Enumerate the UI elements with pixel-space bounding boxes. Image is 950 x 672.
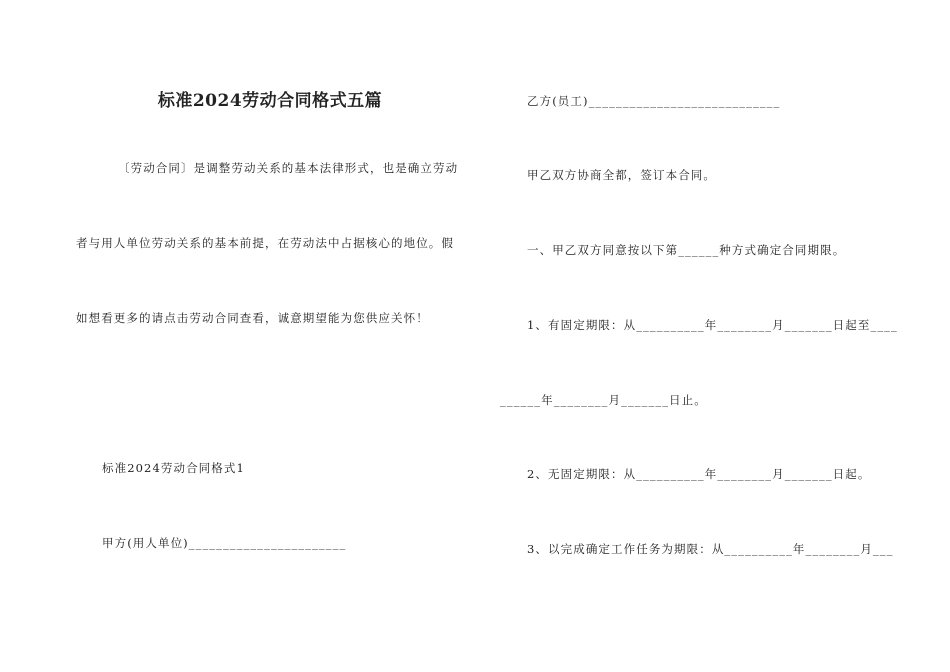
party-b-line: 乙方(员工)____________________________ <box>527 94 781 108</box>
intro-line-1: 〔劳动合同〕是调整劳动关系的基本法律形式，也是确立劳动 <box>118 161 459 175</box>
intro-line-2: 者与用人单位劳动关系的基本前提，在劳动法中占据核心的地位。假 <box>76 236 454 250</box>
section-heading: 标准2024劳动合同格式1 <box>102 461 245 475</box>
clause-1-line: 一、甲乙双方同意按以下第______种方式确定合同期限。 <box>527 243 846 257</box>
party-a-line: 甲方(用人单位)_______________________ <box>102 536 347 550</box>
fixed-term-line-1: 1、有固定期限：从__________年________月_______日起至____ <box>527 318 898 332</box>
agreement-line: 甲乙双方协商全都，签订本合同。 <box>527 168 716 182</box>
fixed-term-line-2: ______年________月_______日止。 <box>500 393 707 407</box>
document-title: 标准2024劳动合同格式五篇 <box>157 91 383 111</box>
intro-line-3: 如想看更多的请点击劳动合同查看，诚意期望能为您供应关怀！ <box>76 311 429 325</box>
task-term-line: 3、以完成确定工作任务为期限：从__________年________月___ <box>527 542 894 556</box>
open-term-line: 2、无固定期限：从__________年________月_______日起。 <box>527 467 871 481</box>
